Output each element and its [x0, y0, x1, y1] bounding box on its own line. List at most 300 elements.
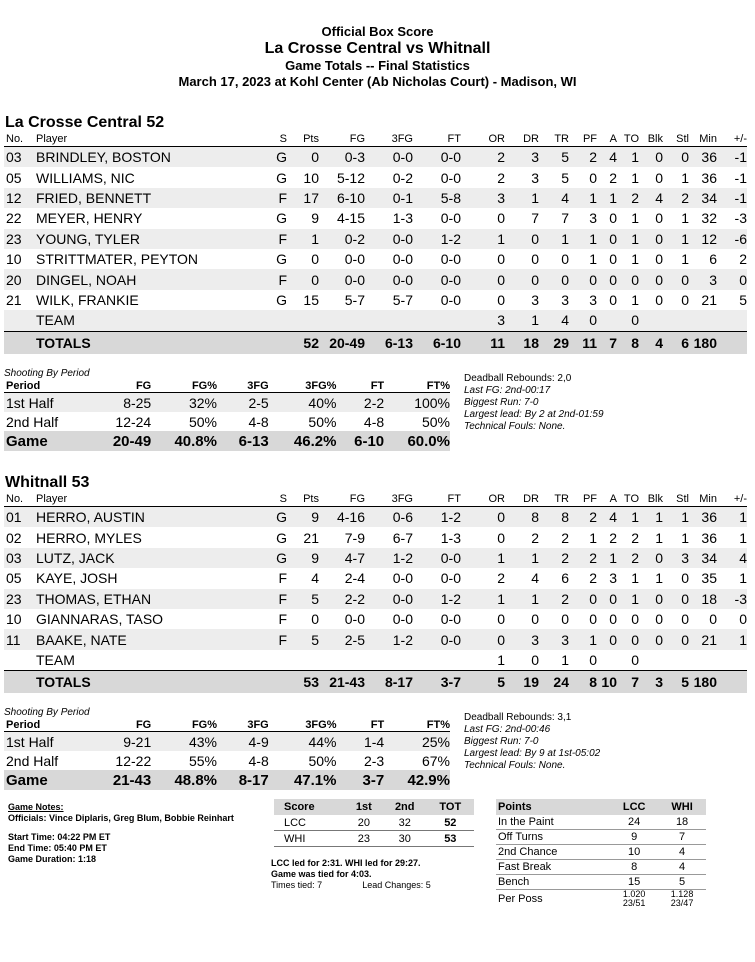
last-fg: Last FG: 2nd-00:17 — [464, 385, 551, 396]
total-cell: 7 — [597, 331, 617, 354]
total-cell: 18 — [505, 331, 539, 354]
deadball-rebounds: Deadball Rebounds: 3,1 — [464, 712, 572, 723]
shooting-cell: 8-25 — [96, 393, 152, 413]
stat-cell: 0 — [709, 611, 717, 628]
stat-cell: 4-16 — [319, 507, 365, 528]
stat-cell: 0 — [655, 210, 663, 227]
stat-cell: G — [269, 147, 287, 168]
per-poss-whi-fraction: 23/47 — [670, 898, 694, 908]
shooting-column-header: 3FG — [247, 719, 269, 731]
last-fg: Last FG: 2nd-00:46 — [464, 724, 551, 735]
column-header: A — [609, 493, 617, 505]
column-header: S — [279, 133, 287, 145]
total-cell — [717, 331, 747, 354]
stat-cell: 1 — [631, 570, 639, 587]
points-column-header: Points — [496, 799, 610, 815]
stat-cell: 36 — [689, 147, 717, 168]
stat-cell: 4-7 — [319, 548, 365, 568]
stat-cell: 3 — [531, 169, 539, 186]
stat-cell: 0 — [497, 251, 505, 268]
largest-lead: Largest lead: By 2 at 2nd-01:59 — [464, 409, 604, 420]
stat-cell: 0 — [597, 629, 617, 649]
stat-cell: 6-10 — [319, 188, 365, 208]
total-cell: 7 — [617, 671, 639, 694]
stat-cell: 4-15 — [336, 210, 365, 227]
total-cell: 180 — [689, 331, 717, 354]
points-header-row — [496, 799, 706, 815]
stat-cell: F — [269, 229, 287, 249]
column-header: Blk — [647, 133, 663, 145]
shooting-game-cell: 3-7 — [337, 770, 385, 790]
stat-cell: 2 — [631, 529, 639, 546]
points-breakdown-table — [496, 799, 706, 908]
player-name: BRINDLEY, BOSTON — [34, 147, 269, 168]
stat-cell: 1 — [617, 147, 639, 168]
player-row — [4, 249, 747, 269]
stat-cell: 2 — [617, 548, 639, 568]
stat-cell: 1 — [589, 529, 597, 546]
stat-cell: 0 — [655, 251, 663, 268]
stat-cell — [287, 310, 319, 331]
stat-cell: 17 — [287, 188, 319, 208]
stat-cell: 2 — [569, 507, 597, 528]
stat-cell: 0 — [311, 251, 319, 268]
column-header: TO — [623, 133, 639, 145]
box-score-table-whi — [4, 492, 747, 693]
start-time: Start Time: 04:22 PM ET — [8, 832, 111, 842]
stat-cell: 3 — [539, 629, 569, 649]
stat-cell: G — [276, 291, 287, 308]
jersey-number: 10 — [6, 611, 22, 628]
points-whi: 5 — [658, 875, 706, 890]
stat-cell — [717, 310, 747, 331]
total-cell — [4, 331, 34, 354]
shooting-cell: 25% — [384, 732, 450, 752]
total-cell: 4 — [639, 331, 663, 354]
shooting-game-cell: 60.0% — [384, 431, 450, 451]
column-header: DR — [523, 133, 539, 145]
shooting-column-header: 3FG% — [305, 380, 337, 392]
stat-cell: 0-0 — [344, 251, 365, 268]
stat-cell: 34 — [689, 548, 717, 568]
column-header: TO — [623, 493, 639, 505]
stat-cell: 2 — [561, 529, 569, 546]
column-header: DR — [523, 493, 539, 505]
column-header: No. — [6, 493, 24, 505]
stat-cell: 0 — [597, 229, 617, 249]
score-first-half: 23 — [345, 831, 383, 847]
team-row — [4, 650, 747, 671]
total-cell — [4, 671, 34, 694]
stat-cell: 0 — [311, 611, 319, 628]
stat-cell: 0-0 — [440, 251, 461, 268]
stat-cell: 2 — [497, 169, 505, 186]
stat-cell: 9 — [287, 548, 319, 568]
lead-info — [271, 858, 431, 891]
points-lcc: 10 — [610, 845, 658, 860]
stat-cell: 0 — [531, 611, 539, 628]
shooting-table-whi — [4, 707, 450, 790]
shooting-game-cell: Game — [4, 431, 96, 451]
stat-cell: 1 — [505, 548, 539, 568]
total-cell: 6-10 — [413, 331, 461, 354]
stat-cell: 1 — [681, 251, 689, 268]
deadball-rebounds: Deadball Rebounds: 2,0 — [464, 373, 572, 384]
stat-cell: 1-3 — [440, 529, 461, 546]
stat-cell: 1 — [461, 229, 505, 249]
column-header: OR — [488, 493, 505, 505]
stat-cell: 0 — [561, 611, 569, 628]
stat-cell: 1 — [569, 629, 597, 649]
stat-cell: 0 — [655, 169, 663, 186]
stat-cell: 1 — [663, 507, 689, 528]
stat-cell: G — [276, 251, 287, 268]
stat-cell: 36 — [701, 169, 717, 186]
total-cell: 5 — [461, 671, 505, 694]
shooting-cell: 50% — [308, 752, 337, 769]
stat-cell: 1 — [681, 529, 689, 546]
total-cell: 3 — [639, 671, 663, 694]
totals-label: TOTALS — [34, 331, 269, 354]
stat-cell: 1 — [681, 169, 689, 186]
stat-cell: 0-0 — [440, 570, 461, 587]
shooting-column-header: FT% — [426, 719, 450, 731]
stat-cell: 0-1 — [365, 188, 413, 208]
jersey-number: 22 — [6, 210, 22, 227]
stat-cell: F — [269, 629, 287, 649]
stat-cell: 9 — [287, 507, 319, 528]
column-header: PF — [582, 493, 597, 505]
team-row-label: TEAM — [34, 310, 269, 331]
shooting-cell: 4-8 — [363, 413, 385, 430]
stat-cell: 6 — [561, 570, 569, 587]
player-name: BAAKE, NATE — [34, 629, 269, 649]
stat-cell: 1 — [681, 210, 689, 227]
shooting-caption: Shooting By Period — [4, 707, 90, 718]
stat-cell — [663, 310, 689, 331]
stat-cell: 0-0 — [365, 229, 413, 249]
stat-cell: 0-0 — [392, 570, 413, 587]
score-row — [274, 815, 474, 831]
shooting-row — [4, 732, 450, 752]
total-cell: 6-13 — [365, 331, 413, 354]
game-notes-heading: Game Notes: — [8, 802, 64, 812]
points-column-header: WHI — [658, 799, 706, 815]
score-second-half: 30 — [383, 831, 427, 847]
points-lcc: 15 — [610, 875, 658, 890]
stat-cell: 0 — [569, 310, 597, 331]
stat-cell: 4 — [597, 507, 617, 528]
shooting-column-header: FT — [370, 719, 385, 731]
stat-cell: 1 — [617, 507, 639, 528]
player-name: KAYE, JOSH — [36, 570, 118, 587]
per-poss-lcc — [610, 890, 658, 909]
stat-cell: 1-2 — [413, 507, 461, 528]
jersey-number: 21 — [6, 291, 22, 308]
stat-cell: -1 — [717, 188, 747, 208]
stat-cell: 5-8 — [413, 188, 461, 208]
per-poss-label: Per Poss — [498, 893, 543, 905]
column-header: FT — [447, 133, 461, 145]
total-cell — [269, 331, 287, 354]
stat-cell: 1 — [739, 529, 747, 546]
stat-cell: 1 — [663, 229, 689, 249]
total-cell: 21-43 — [319, 671, 365, 694]
column-header: 3FG — [391, 493, 413, 505]
shooting-caption: Shooting By Period — [4, 368, 90, 379]
player-name: THOMAS, ETHAN — [34, 589, 269, 609]
shooting-column-header: FG — [135, 719, 152, 731]
stat-cell — [365, 310, 413, 331]
shooting-header-row — [4, 380, 450, 393]
column-header: A — [609, 133, 617, 145]
shooting-cell: 1st Half — [4, 393, 96, 413]
jersey-number: 03 — [4, 147, 34, 168]
box-header-row — [4, 132, 747, 147]
jersey-number: 05 — [6, 169, 22, 186]
player-row — [4, 290, 747, 310]
shooting-game-cell: 40.8% — [151, 431, 217, 451]
stat-cell: 0 — [639, 589, 663, 609]
stat-cell: 0-0 — [344, 611, 365, 628]
shooting-game-cell: 6-10 — [336, 431, 384, 451]
stat-cell: 2 — [739, 251, 747, 268]
stat-cell: 0 — [497, 529, 505, 546]
shooting-cell: 32% — [151, 393, 217, 413]
stat-cell: 5-7 — [344, 291, 365, 308]
shooting-column-header: FT% — [426, 380, 450, 392]
stat-cell: 0 — [589, 611, 597, 628]
total-cell: 24 — [539, 671, 569, 694]
stat-cell: F — [278, 570, 287, 587]
technical-fouls: Technical Fouls: None. — [464, 421, 566, 432]
player-row — [4, 589, 747, 609]
stat-cell: 3 — [505, 629, 539, 649]
game-notes — [8, 802, 234, 865]
team-notes-whi — [464, 712, 600, 772]
stat-cell: 2-4 — [344, 570, 365, 587]
stat-cell: 0 — [609, 210, 617, 227]
stat-cell: 2 — [569, 548, 597, 568]
shooting-cell: 4-8 — [248, 413, 269, 430]
totals-row — [4, 671, 747, 694]
stat-cell — [717, 650, 747, 671]
stat-cell: 8 — [505, 507, 539, 528]
player-name: DINGEL, NOAH — [34, 269, 269, 289]
stat-cell — [4, 310, 34, 331]
player-name: STRITTMATER, PEYTON — [36, 251, 199, 268]
stat-cell: 2 — [589, 570, 597, 587]
shooting-column-header: FT — [370, 380, 385, 392]
column-header: FG — [349, 133, 365, 145]
per-poss-lcc-fraction: 23/51 — [622, 898, 646, 908]
jersey-number: 23 — [4, 589, 34, 609]
jersey-number: 20 — [4, 269, 34, 289]
stat-cell: 21 — [701, 291, 717, 308]
shooting-game-row — [4, 431, 450, 451]
stat-cell: 0 — [655, 611, 663, 628]
stat-cell: 0 — [681, 291, 689, 308]
stat-cell: 0 — [461, 629, 505, 649]
score-column-header: Score — [274, 799, 345, 815]
player-row — [4, 147, 747, 168]
shooting-cell: 43% — [151, 732, 217, 752]
stat-cell — [269, 310, 287, 331]
score-column-header: 2nd — [383, 799, 427, 815]
column-header: FT — [447, 493, 461, 505]
largest-lead: Largest lead: By 9 at 1st-05:02 — [464, 748, 601, 759]
total-cell: 52 — [287, 331, 319, 354]
stat-cell: 0 — [287, 147, 319, 168]
points-label: Fast Break — [496, 860, 610, 875]
stat-cell: 1 — [569, 229, 597, 249]
stat-cell: 36 — [689, 507, 717, 528]
stat-cell: 0 — [681, 611, 689, 628]
stat-cell: 0 — [609, 291, 617, 308]
stat-cell: 1 — [717, 629, 747, 649]
total-cell: 19 — [505, 671, 539, 694]
shooting-cell: 1st Half — [4, 732, 96, 752]
report-subtitle: Game Totals -- Final Statistics — [285, 58, 470, 73]
points-lcc: 24 — [610, 815, 658, 830]
stat-cell: 0-0 — [319, 269, 365, 289]
points-row — [496, 845, 706, 860]
shooting-column-header: FG — [135, 380, 152, 392]
stat-cell: 0 — [617, 310, 639, 331]
stat-cell: 1 — [561, 651, 569, 668]
player-name: HERRO, AUSTIN — [34, 507, 269, 528]
stat-cell — [269, 650, 287, 671]
stat-cell — [319, 310, 365, 331]
stat-cell: 5 — [561, 169, 569, 186]
shooting-cell: 12-24 — [115, 413, 152, 430]
jersey-number: 11 — [4, 629, 34, 649]
stat-cell: 0-0 — [365, 269, 413, 289]
player-name: YOUNG, TYLER — [34, 229, 269, 249]
stat-cell: 2-5 — [319, 629, 365, 649]
stat-cell — [4, 650, 34, 671]
stat-cell: 1 — [631, 291, 639, 308]
jersey-number: 12 — [4, 188, 34, 208]
stat-cell: 10 — [303, 169, 319, 186]
stat-cell: F — [278, 611, 287, 628]
points-label: Off Turns — [496, 830, 610, 845]
column-header: PF — [582, 133, 597, 145]
stat-cell: 0 — [497, 210, 505, 227]
player-row — [4, 167, 747, 187]
player-row — [4, 269, 747, 289]
stat-cell: 3 — [609, 570, 617, 587]
stat-cell: 0 — [663, 269, 689, 289]
shooting-cell: 67% — [421, 752, 450, 769]
stat-cell — [319, 650, 365, 671]
shooting-caption-row — [4, 707, 450, 719]
stat-cell: 1 — [631, 169, 639, 186]
column-header: Player — [36, 133, 68, 145]
player-name: LUTZ, JACK — [34, 548, 269, 568]
stat-cell: 0-3 — [319, 147, 365, 168]
column-header: Stl — [676, 493, 689, 505]
shooting-row — [4, 393, 450, 413]
stat-cell — [597, 650, 617, 671]
shooting-cell: 50% — [421, 413, 450, 430]
stat-cell: 0-0 — [413, 147, 461, 168]
score-total: 52 — [427, 815, 474, 831]
total-cell: 10 — [597, 671, 617, 694]
officials: Officials: Vince Diplaris, Greg Blum, Bobbie Reinhart — [8, 813, 234, 823]
stat-cell: 0 — [617, 269, 639, 289]
total-cell: 5 — [663, 671, 689, 694]
stat-cell: 1 — [589, 251, 597, 268]
stat-cell: 2 — [497, 570, 505, 587]
per-poss-lcc-ratio: 1.020 — [622, 889, 646, 899]
points-whi: 7 — [658, 830, 706, 845]
stat-cell: 3 — [461, 188, 505, 208]
stat-cell: 1 — [655, 529, 663, 546]
stat-cell: 1 — [287, 229, 319, 249]
total-cell: 180 — [689, 671, 717, 694]
player-row — [4, 548, 747, 568]
tied-time: Game was tied for 4:03. — [271, 869, 372, 879]
column-header: S — [279, 493, 287, 505]
stat-cell: 3 — [505, 147, 539, 168]
stat-cell: 8 — [539, 507, 569, 528]
points-label: 2nd Chance — [496, 845, 610, 860]
stat-cell: 4 — [639, 188, 663, 208]
column-header: +/- — [733, 493, 747, 505]
stat-cell: 0-0 — [392, 251, 413, 268]
points-row — [496, 830, 706, 845]
shooting-cell: 2-5 — [217, 393, 269, 413]
shooting-cell: 2nd Half — [6, 413, 59, 430]
stat-cell: G — [269, 548, 287, 568]
stat-cell: 2 — [609, 529, 617, 546]
player-name: WILK, FRANKIE — [36, 291, 139, 308]
stat-cell: -3 — [717, 589, 747, 609]
stat-cell: 5 — [739, 291, 747, 308]
points-row — [496, 815, 706, 830]
stat-cell: 4 — [531, 570, 539, 587]
stat-cell: 0 — [663, 629, 689, 649]
stat-cell: 0-0 — [440, 291, 461, 308]
jersey-number: 05 — [6, 570, 22, 587]
stat-cell: 21 — [303, 529, 319, 546]
stat-cell: 0-0 — [392, 611, 413, 628]
stat-cell: 0 — [531, 651, 539, 668]
stat-cell: -3 — [734, 210, 747, 227]
player-row — [4, 229, 747, 249]
stat-cell: 1-2 — [413, 229, 461, 249]
per-poss-row — [496, 890, 706, 909]
stat-cell: 3 — [531, 291, 539, 308]
biggest-run: Biggest Run: 7-0 — [464, 397, 539, 408]
team-notes-lcc — [464, 373, 604, 433]
stat-cell: G — [276, 529, 287, 546]
jersey-number: 01 — [4, 507, 34, 528]
column-header: Blk — [647, 493, 663, 505]
stat-cell: 2-2 — [319, 589, 365, 609]
points-whi: 4 — [658, 860, 706, 875]
stat-cell: 0 — [539, 269, 569, 289]
stat-cell: 0-0 — [365, 147, 413, 168]
stat-cell: 1 — [461, 589, 505, 609]
stat-cell: 0 — [569, 269, 597, 289]
shooting-caption-row — [4, 368, 450, 380]
stat-cell: 0 — [639, 147, 663, 168]
stat-cell — [365, 650, 413, 671]
score-column-header: TOT — [427, 799, 474, 815]
stat-cell — [663, 650, 689, 671]
